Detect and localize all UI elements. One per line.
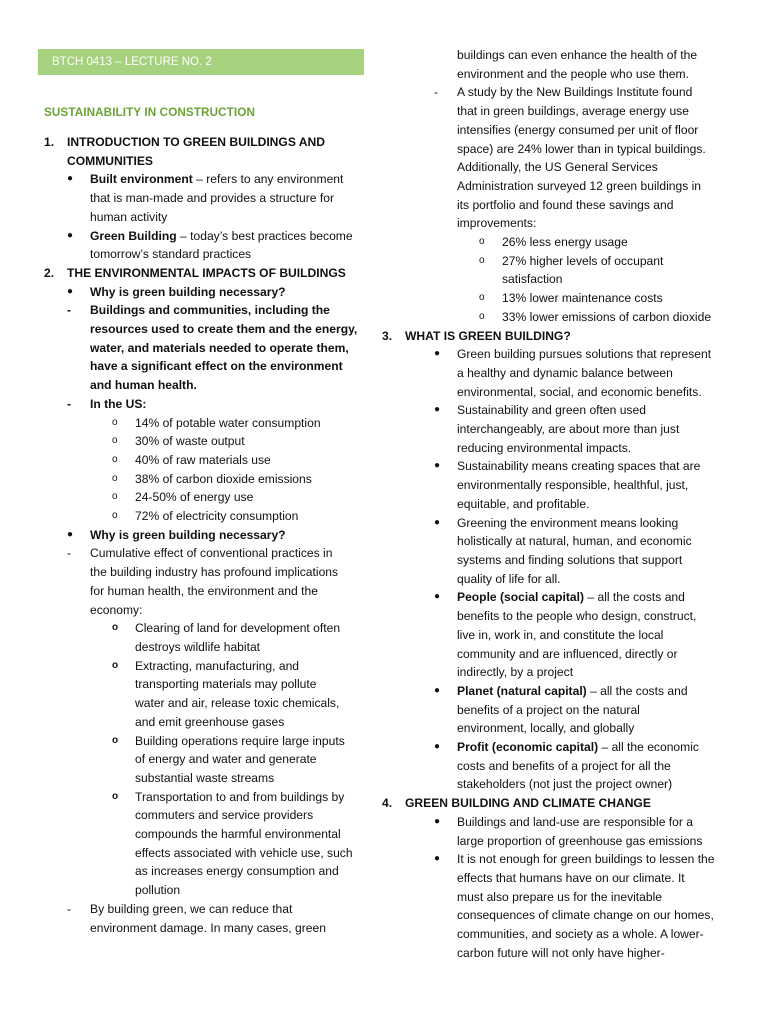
stat-item: o 40% of raw materials use xyxy=(112,452,271,467)
document-title: SUSTAINABILITY IN CONSTRUCTION xyxy=(44,106,255,119)
dash-in-the-us: - In the US: xyxy=(67,396,147,411)
bullet-green-building: ● Green Building – today’s best practices become tomorrow’s standard practices xyxy=(67,228,353,262)
saving-item: o 26% less energy usage xyxy=(479,235,628,250)
stat-item: o 14% of potable water consumption xyxy=(112,415,321,430)
left-flow xyxy=(38,133,368,937)
bullet-item: ● Greening the environment means looking holistically at natural, human, and economic systems and finding solutions that support quality of life for all. xyxy=(434,515,692,586)
question-1: ● Why is green building necessary? xyxy=(67,284,286,299)
section-2-heading: 2. THE ENVIRONMENTAL IMPACTS OF BUILDINGS xyxy=(44,265,346,280)
section-3-heading: 3. WHAT IS GREEN BUILDING? xyxy=(382,328,571,343)
section-4-heading: 4. GREEN BUILDING AND CLIMATE CHANGE xyxy=(382,796,651,811)
bullet-item: ● Sustainability means creating spaces that are environmentally responsible, healthful, just, equitable, and profitable. xyxy=(434,459,701,511)
dash-building-green: - By building green, we can reduce that environment damage. In many cases, green xyxy=(67,901,326,935)
effect-item: o Building operations require large inputs of energy and water and generate substantial waste streams xyxy=(112,733,345,785)
dash-cumulative-effect: - Cumulative effect of conventional practices in the building industry has profound implications for human health, the environment and the economy: xyxy=(67,546,339,617)
stat-item: o 72% of electricity consumption xyxy=(112,509,299,524)
saving-item: o 33% lower emissions of carbon dioxide xyxy=(479,309,712,324)
dash-nbi-study: - A study by the New Buildings Institute found that in green buildings, average energy use intensifies (energy consumed per unit of floor space) are 24% lower than in typical buildings. Additionally, the US General Services Administration surveyed 12 green buildings in its portfolio and found these savings and improvements: xyxy=(434,85,706,231)
effect-item: o Clearing of land for development often destroys wildlife habitat xyxy=(112,621,341,654)
continued-text: buildings can even enhance the health of the environment and the people who use them. xyxy=(457,48,698,81)
bullet-planet: ● Planet (natural capital) – all the costs and benefits of a project on the natural environment, locally, and globally xyxy=(434,683,688,736)
dash-buildings-effect: - Buildings and communities, including the resources used to create them and the energy, water, and materials needed to operate them, have a significant effect on the environment and human health. xyxy=(67,303,358,393)
bullet-item: ● Green building pursues solutions that represent a healthy and dynamic balance between environmental, social, and economic benefits. xyxy=(434,347,712,399)
question-2: ● Why is green building necessary? xyxy=(67,527,286,542)
right-flow xyxy=(382,46,735,962)
saving-item: o 27% higher levels of occupant satisfaction xyxy=(479,253,664,287)
course-banner: BTCH 0413 – LECTURE NO. 2 xyxy=(38,49,364,75)
section-1-heading: 1. INTRODUCTION TO GREEN BUILDINGS AND COMMUNITIES xyxy=(44,135,326,168)
effect-item: o Extracting, manufacturing, and transporting materials may pollute water and air, release toxic chemicals, and emit greenhouse gases xyxy=(112,658,340,729)
bullet-item: ● Sustainability and green often used interchangeably, are about more than just reducing environmental impacts. xyxy=(434,403,680,455)
stat-item: o 24-50% of energy use xyxy=(112,490,254,505)
bullet-profit: ● Profit (economic capital) – all the economic costs and benefits of a project for all the stakeholders (not just the project owner) xyxy=(434,740,699,792)
stat-item: o 38% of carbon dioxide emissions xyxy=(112,471,312,486)
bullet-people: ● People (social capital) – all the costs and benefits to the people who design, construct, live in, work in, and constitute the local community and are influenced, directly or indirectly, by a project xyxy=(434,590,697,680)
bullet-built-environment: ● Built environment – refers to any environment that is man-made and provides a structure for human activity xyxy=(67,172,344,224)
saving-item: o 13% lower maintenance costs xyxy=(479,291,663,306)
stat-item: o 30% of waste output xyxy=(112,434,245,449)
bullet-item: ● Buildings and land-use are responsible for a large proportion of greenhouse gas emissions xyxy=(434,814,703,848)
bullet-item: ● It is not enough for green buildings to lessen the effects that humans have on our climate. It must also prepare us for the inevitable consequences of climate change on our homes, communities, and society as a whole. A lower- carbon future will not only have higher- xyxy=(434,852,715,960)
effect-item: o Transportation to and from buildings by commuters and service providers compounds the harmful environmental effects associated with vehicle use, such as increases energy consumption and pollution xyxy=(112,789,353,898)
